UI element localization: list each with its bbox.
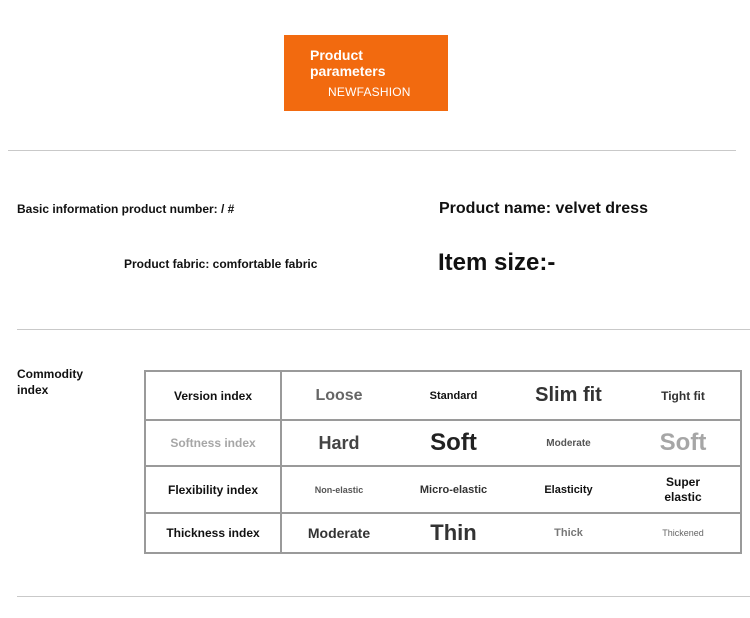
product-parameters-badge [284,35,448,111]
row-label-thickness-index: Thickness index [145,513,281,553]
option-moderate: Moderate [511,420,626,466]
option-super-elastic-cell [626,466,741,513]
option-slim-fit: Slim fit [535,384,602,406]
item-size: Item size:- [438,249,556,276]
option-loose: Loose [315,386,363,404]
option-thin: Thin [396,513,511,553]
option-micro-elastic: Micro-elastic [396,466,511,513]
commodity-index-label-line2: index [17,383,49,397]
option-hard: Hard [281,420,396,466]
option-standard: Standard [429,389,478,402]
divider-bottom [17,596,750,597]
divider-top [8,150,736,151]
option-thickened: Thickened [626,513,741,553]
product-name: Product name: velvet dress [439,200,648,217]
product-number: Basic information product number: / # [17,202,235,216]
commodity-index-label [17,366,83,398]
table-row-flexibility [145,466,741,513]
option-tight-fit: Tight fit [661,388,705,403]
row-label-version-index: Version index [145,371,281,420]
badge-subtitle: NEWFASHION [328,85,411,99]
row-label-softness-index: Softness index [145,420,281,466]
product-fabric: Product fabric: comfortable fabric [124,257,318,271]
option-soft: Soft [396,420,511,466]
option-moderate-thickness: Moderate [281,513,396,553]
option-soft-light: Soft [626,420,741,466]
badge-title-line2: parameters [310,63,386,79]
table-row-softness [145,420,741,466]
option-elasticity: Elasticity [511,466,626,513]
divider-middle [17,329,750,330]
row-label-flexibility-index: Flexibility index [145,466,281,513]
commodity-index-label-line1: Commodity [17,367,83,381]
option-super-elastic: Super elastic [664,474,702,504]
option-non-elastic: Non-elastic [281,466,396,513]
table-row-version [145,371,741,420]
badge-title-line1: Product [310,47,363,63]
option-thick: Thick [511,513,626,553]
table-row-thickness [145,513,741,553]
commodity-index-table [144,370,742,554]
